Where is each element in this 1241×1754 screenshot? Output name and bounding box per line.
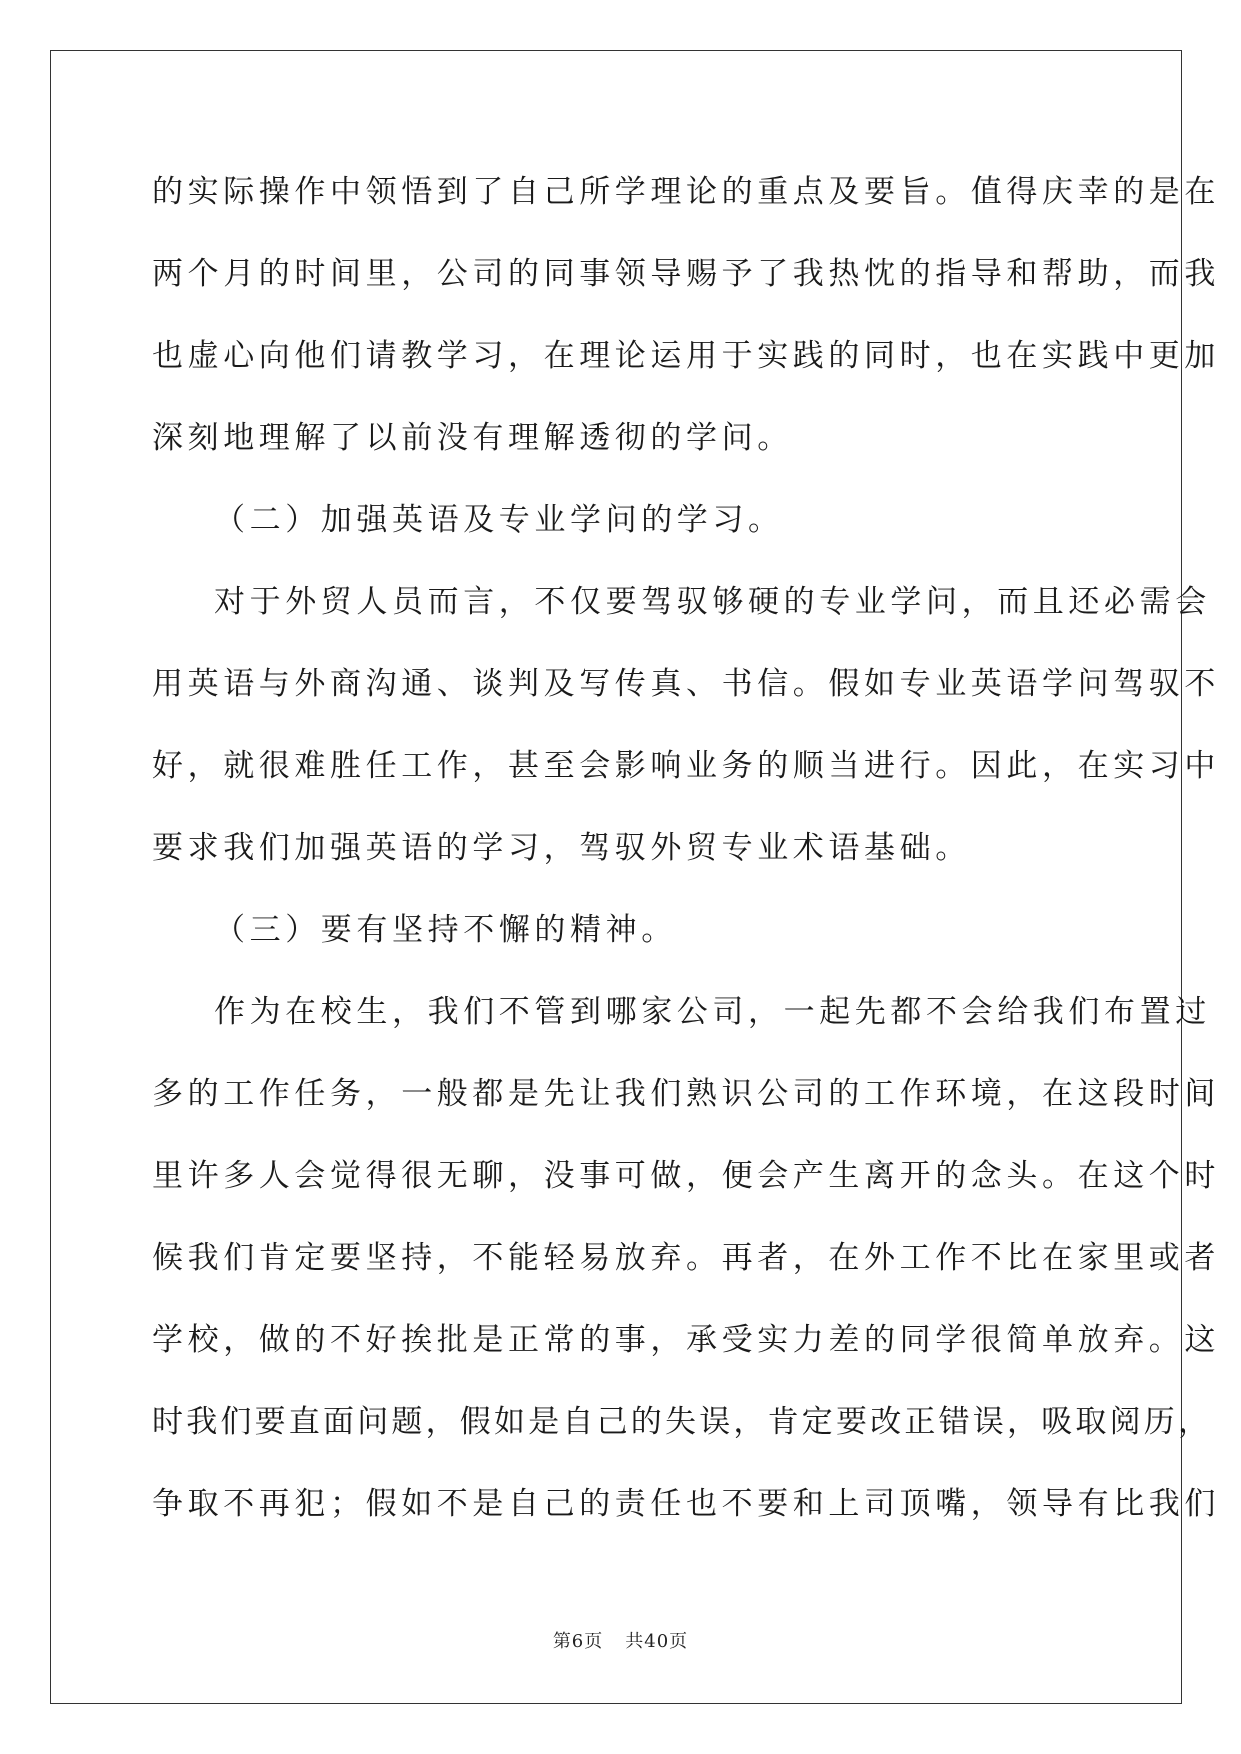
text-line: 的实际操作中领悟到了自己所学理论的重点及要旨。值得庆幸的是在 bbox=[152, 174, 1220, 210]
text-line: 多的工作任务，一般都是先让我们熟识公司的工作环境，在这段时间 bbox=[152, 1076, 1220, 1112]
page-number: 第6页 bbox=[552, 1631, 604, 1652]
text-line: 时我们要直面问题，假如是自己的失误，肯定要改正错误，吸取阅历， bbox=[152, 1404, 1213, 1440]
page-footer bbox=[0, 1627, 1241, 1653]
text-line: 作为在校生，我们不管到哪家公司，一起先都不会给我们布置过 bbox=[214, 994, 1211, 1030]
section-heading: （二）加强英语及专业学问的学习。 bbox=[214, 502, 784, 538]
text-line: 要求我们加强英语的学习，驾驭外贸专业术语基础。 bbox=[152, 830, 971, 866]
text-line: 里许多人会觉得很无聊，没事可做，便会产生离开的念头。在这个时 bbox=[152, 1158, 1220, 1194]
text-line: 候我们肯定要坚持，不能轻易放弃。再者，在外工作不比在家里或者 bbox=[152, 1240, 1220, 1276]
text-line: 学校，做的不好挨批是正常的事，承受实力差的同学很简单放弃。这 bbox=[152, 1322, 1220, 1358]
text-line: 对于外贸人员而言，不仅要驾驭够硬的专业学问，而且还必需会 bbox=[214, 584, 1211, 620]
text-line: 用英语与外商沟通、谈判及写传真、书信。假如专业英语学问驾驭不 bbox=[152, 666, 1220, 702]
page-total: 共40页 bbox=[625, 1631, 689, 1652]
text-line: 好，就很难胜任工作，甚至会影响业务的顺当进行。因此，在实习中 bbox=[152, 748, 1220, 784]
text-line: 深刻地理解了以前没有理解透彻的学问。 bbox=[152, 420, 793, 456]
text-line: 也虚心向他们请教学习，在理论运用于实践的同时，也在实践中更加 bbox=[152, 338, 1220, 374]
document-body bbox=[152, 166, 1220, 1560]
text-line: 两个月的时间里，公司的同事领导赐予了我热忱的指导和帮助，而我 bbox=[152, 256, 1220, 292]
text-line: 争取不再犯；假如不是自己的责任也不要和上司顶嘴，领导有比我们 bbox=[152, 1486, 1220, 1522]
section-heading: （三）要有坚持不懈的精神。 bbox=[214, 912, 677, 948]
